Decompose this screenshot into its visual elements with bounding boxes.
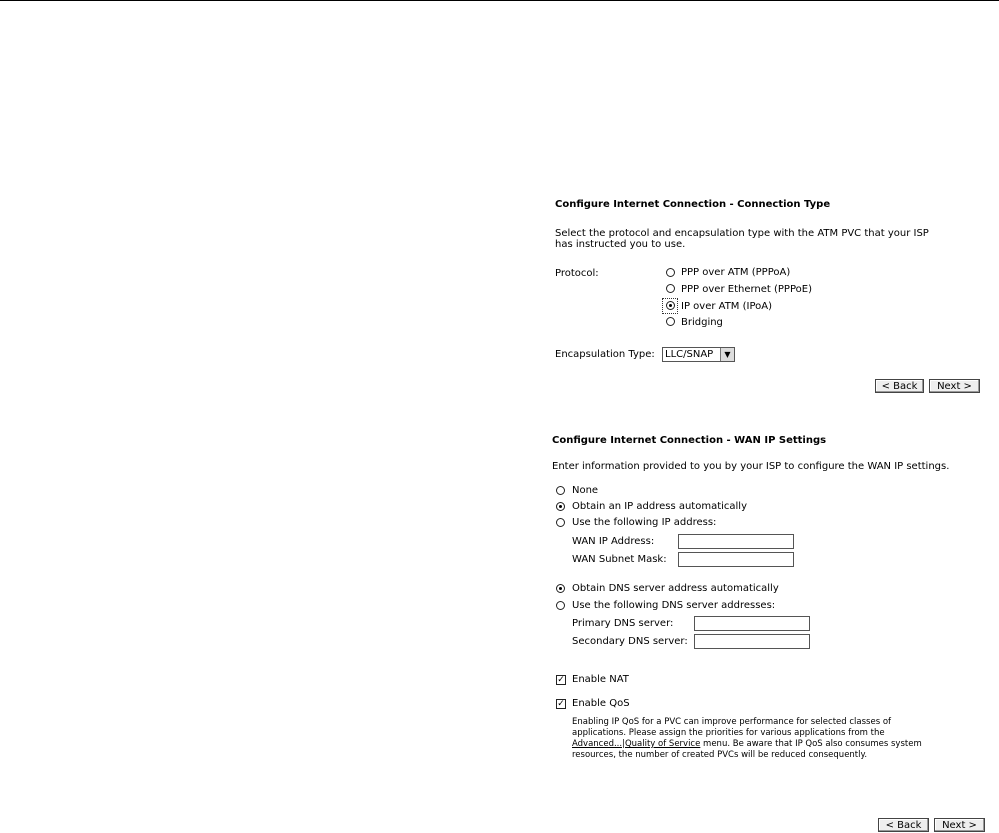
next-button[interactable]: Next > [929,379,980,393]
protocol-pppoe-label: PPP over Ethernet (PPPoE) [681,284,812,295]
wan-ip-address-label: WAN IP Address: [572,536,655,547]
ip-obtain-auto-radio[interactable] [556,502,565,511]
connection-type-description-line1: Select the protocol and encapsulation type with the ATM PVC that your ISP [555,228,929,239]
secondary-dns-input[interactable] [694,634,810,649]
connection-type-title: Configure Internet Connection - Connection Type [555,199,831,210]
connection-type-description-line2: has instructed you to use. [555,239,686,250]
enable-nat-label: Enable NAT [572,674,629,685]
qos-note-line1: Enabling IP QoS for a PVC can improve performance for selected classes of [572,717,892,727]
primary-dns-input[interactable] [694,616,810,631]
qos-note-line2: applications. Please assign the priorities for various applications from the [572,728,885,738]
qos-note-line3 [572,739,922,749]
top-border-line [0,0,999,1]
quality-of-service-link[interactable]: Advanced...|Quality of Service [572,739,701,749]
ip-use-following-radio[interactable] [556,518,565,527]
primary-dns-label: Primary DNS server: [572,618,674,629]
wan-subnet-mask-label: WAN Subnet Mask: [572,554,667,565]
wan-ip-address-input[interactable] [678,534,794,549]
ip-none-radio[interactable] [556,486,565,495]
protocol-label: Protocol: [555,268,599,279]
encapsulation-type-label: Encapsulation Type: [555,349,655,360]
protocol-ipoa-radio[interactable] [666,301,675,310]
protocol-bridging-radio[interactable] [666,317,675,326]
secondary-dns-label: Secondary DNS server: [572,636,688,647]
protocol-ipoa-label: IP over ATM (IPoA) [681,301,773,312]
qos-note-line4: resources, the number of created PVCs will be reduced consequently. [572,750,868,760]
ip-use-following-label: Use the following IP address: [572,517,717,528]
enable-qos-label: Enable QoS [572,698,630,709]
encapsulation-type-select[interactable] [662,347,735,362]
dns-obtain-auto-label: Obtain DNS server address automatically [572,583,779,594]
encapsulation-type-value: LLC/SNAP [665,349,714,360]
wan-ip-settings-description: Enter information provided to you by your ISP to configure the WAN IP settings. [552,461,950,472]
dns-use-following-label: Use the following DNS server addresses: [572,600,776,611]
chevron-down-icon: ▼ [720,348,734,361]
ip-obtain-auto-label: Obtain an IP address automatically [572,501,748,512]
protocol-pppoa-radio[interactable] [666,268,675,277]
dns-obtain-auto-radio[interactable] [556,584,565,593]
back-button[interactable]: < Back [875,379,924,393]
next-button[interactable]: Next > [934,818,985,832]
wan-subnet-mask-input[interactable] [678,552,794,567]
protocol-pppoe-radio[interactable] [666,284,675,293]
wan-ip-settings-title: Configure Internet Connection - WAN IP Settings [552,435,827,446]
protocol-bridging-label: Bridging [681,317,723,328]
ip-none-label: None [572,485,599,496]
protocol-pppoa-label: PPP over ATM (PPPoA) [681,267,791,278]
enable-qos-checkbox[interactable]: ✓ [557,699,565,709]
enable-nat-checkbox[interactable]: ✓ [557,675,565,685]
back-button[interactable]: < Back [878,818,929,832]
dns-use-following-radio[interactable] [556,601,565,610]
qos-note-line3-rest: menu. Be aware that IP QoS also consumes system [700,739,922,749]
